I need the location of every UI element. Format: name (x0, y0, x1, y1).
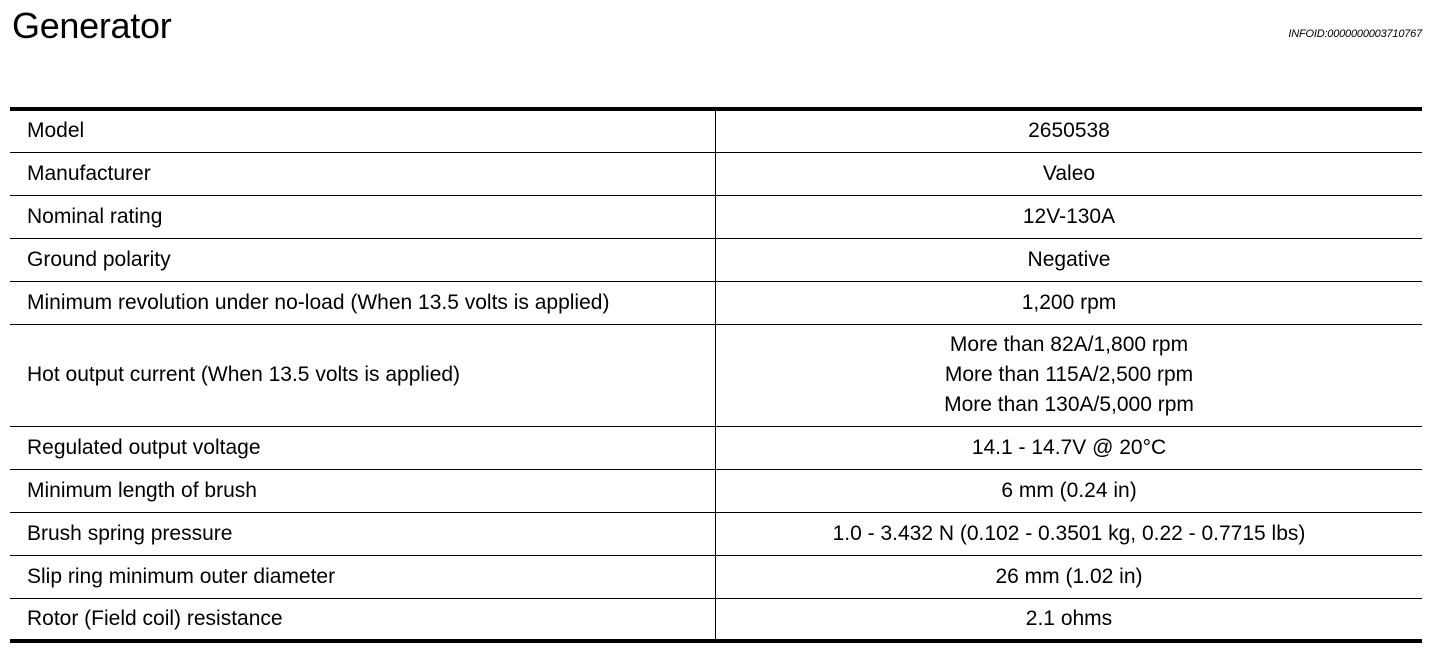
info-id: INFOID:0000000003710767 (1288, 28, 1422, 40)
row-label: Manufacturer (10, 152, 716, 195)
row-label: Ground polarity (10, 238, 716, 281)
table-row (10, 109, 1422, 152)
table-row (10, 555, 1422, 598)
value-line: 26 mm (1.02 in) (995, 564, 1143, 588)
table-row (10, 238, 1422, 281)
row-label: Slip ring minimum outer diameter (10, 555, 716, 598)
value-line: 2650538 (1028, 119, 1110, 143)
value-line: 1.0 - 3.432 N (0.102 - 0.3501 kg, 0.22 - 0.7715 lbs) (832, 521, 1306, 545)
row-value (716, 469, 1423, 512)
value-line: 6 mm (0.24 in) (1001, 478, 1137, 502)
value-line: Valeo (1042, 161, 1096, 185)
table-row (10, 469, 1422, 512)
spec-table (10, 107, 1422, 643)
row-value (716, 324, 1423, 426)
value-line: 14.1 - 14.7V @ 20°C (971, 435, 1167, 459)
table-row (10, 324, 1422, 426)
value-line: 12V-130A (1022, 204, 1116, 228)
row-value (716, 426, 1423, 469)
value-line: More than 82A/1,800 rpm (949, 333, 1189, 356)
row-label: Nominal rating (10, 195, 716, 238)
row-label: Brush spring pressure (10, 512, 716, 555)
row-label: Minimum length of brush (10, 469, 716, 512)
table-row (10, 512, 1422, 555)
row-value (716, 152, 1423, 195)
value-line: More than 115A/2,500 rpm (944, 363, 1194, 386)
row-value (716, 281, 1423, 324)
value-line: More than 130A/5,000 rpm (944, 393, 1194, 416)
table-row (10, 426, 1422, 469)
value-line: Negative (1027, 247, 1111, 271)
page-title: Generator (12, 5, 172, 46)
table-row (10, 281, 1422, 324)
table-row (10, 152, 1422, 195)
row-value (716, 555, 1423, 598)
row-label: Rotor (Field coil) resistance (10, 598, 716, 641)
table-row (10, 598, 1422, 641)
row-value (716, 598, 1423, 641)
value-line: 1,200 rpm (1021, 290, 1117, 314)
row-value (716, 238, 1423, 281)
row-label: Regulated output voltage (10, 426, 716, 469)
table-row (10, 195, 1422, 238)
value-line: 2.1 ohms (1025, 606, 1113, 630)
row-label: Minimum revolution under no-load (When 13.5 volts is applied) (10, 281, 716, 324)
row-value (716, 512, 1423, 555)
row-label: Model (10, 109, 716, 152)
row-label: Hot output current (When 13.5 volts is applied) (10, 324, 716, 426)
row-value (716, 109, 1423, 152)
row-value (716, 195, 1423, 238)
